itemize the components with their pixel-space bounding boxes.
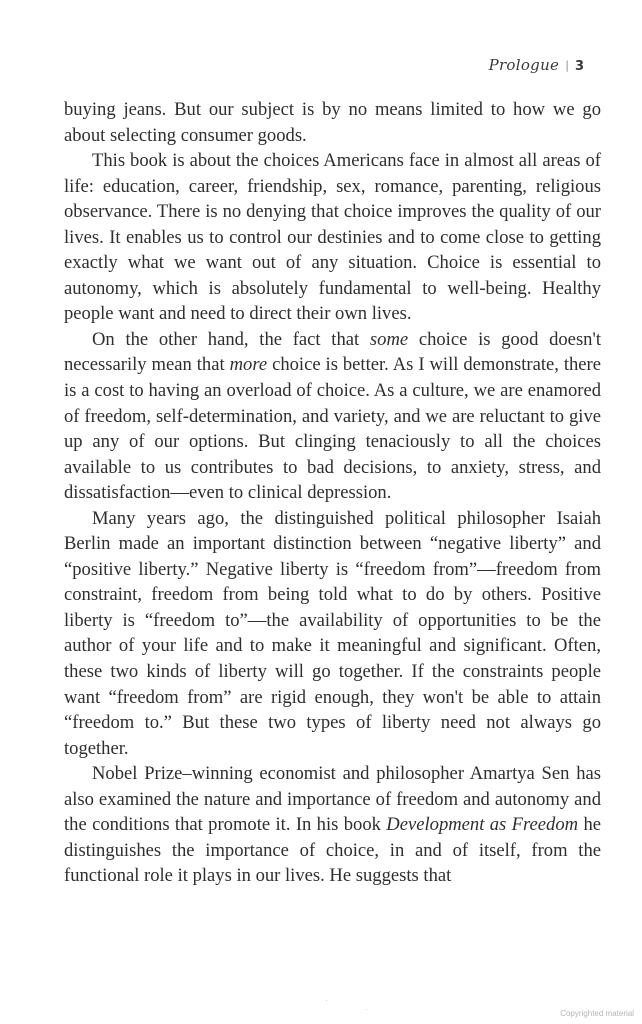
copyright-watermark: Copyrighted material (560, 1009, 634, 1018)
page-number: 3 (574, 59, 584, 74)
paragraph (64, 148, 601, 327)
paragraph (64, 97, 601, 148)
text-run: he distinguishes the importance of choice, in and of itself, from the functional role it plays in our lives. He suggests that (64, 814, 601, 887)
paragraph (64, 761, 601, 889)
body-text (64, 97, 601, 889)
scan-speck (326, 1000, 327, 1001)
section-title: Prologue (488, 56, 560, 74)
paragraph (64, 506, 601, 761)
text-run: On the other hand, the fact that (92, 328, 370, 350)
italic-text: Development as Freedom (386, 814, 579, 836)
text-run: Many years ago, the distinguished political philosopher Isaiah Berlin made an important distinction between “negative liberty” and “positive liberty.” Negative liberty is “freedom from”—freedom from constraint, freedom from being told what to do by others. Positive liberty is “freedom to”—the availability of opportunities to be the author of your life and to make it meaningful and significant. Often, these two kinds of liberty will go together. If the constraints people want “freedom from” are rigid enough, they won't be able to attain “freedom to.” But these two types of liberty need not always go together. (64, 507, 601, 759)
text-run: This book is about the choices Americans face in almost all areas of life: education, career, friendship, sex, romance, parenting, religious observance. There is no denying that choice improves the quality of our lives. It enables us to control our destinies and to come close to getting exactly what we want out of any situation. Choice is essential to autonomy, which is absolutely fundamental to well-being. Healthy people want and need to direct their own lives. (64, 150, 601, 325)
running-head (489, 56, 584, 74)
text-run: choice is good doesn't necessarily mean that (64, 328, 601, 376)
paragraph (64, 327, 601, 506)
scan-speck (366, 1009, 367, 1010)
text-run: Nobel Prize–winning economist and philosopher Amartya Sen has also examined the nature and importance of freedom and autonomy and the conditions that promote it. In his book (64, 763, 601, 836)
header-separator: | (565, 59, 569, 72)
text-run: buying jeans. But our subject is by no means limited to how we go about selecting consumer goods. (64, 99, 601, 146)
italic-text: more (229, 354, 268, 376)
italic-text: some (369, 328, 409, 350)
text-run: choice is better. As I will demonstrate, there is a cost to having an overload of choice. As a culture, we are enamored of freedom, self-determination, and variety, and we are reluctant to give up any of our options. But clinging tenaciously to all the choices available to us contributes to bad decisions, to anxiety, stress, and dissatisfaction—even to clinical depression. (64, 354, 601, 504)
